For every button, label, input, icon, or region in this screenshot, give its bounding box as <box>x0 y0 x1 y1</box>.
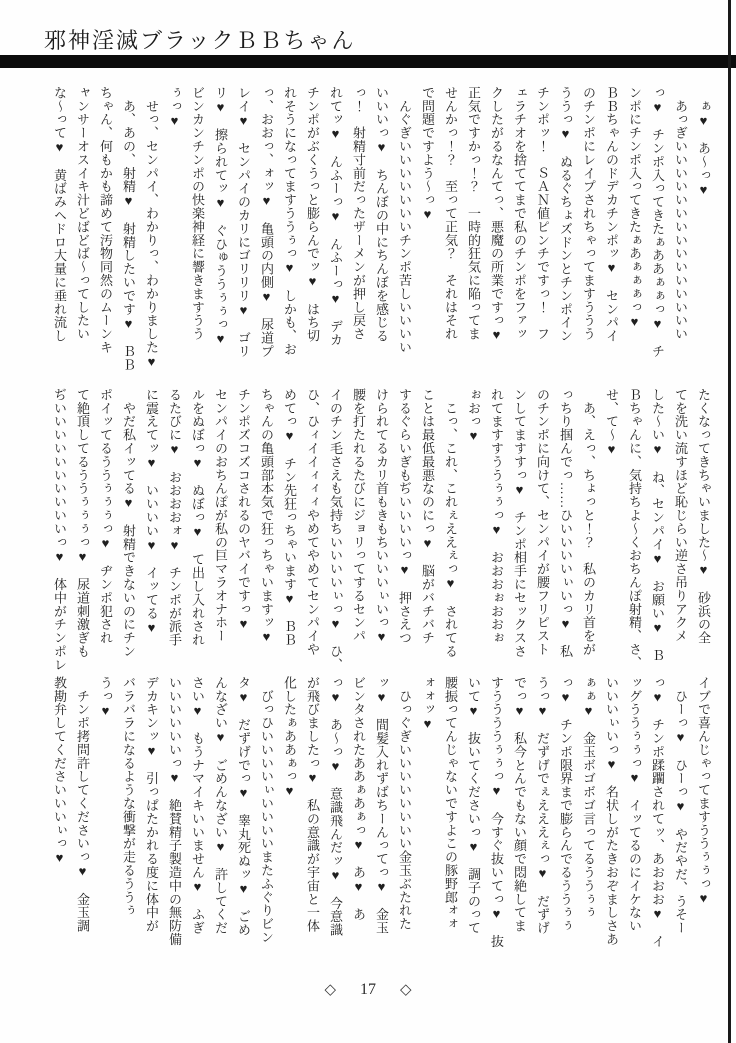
text-column: たくなってきちゃいました〜♥ 砂浜の全 <box>696 388 711 645</box>
text-column: うっ♥ <box>98 676 113 719</box>
text-column: な〜って♥ 黄ばみヘドロ大量に垂れ流し <box>52 86 67 343</box>
text-column: リ♥ 擦られてッ♥ ぐひゅううぅぅっ♥ <box>213 86 228 347</box>
text-column: いいいいいいっ♥ 絶賛精子製造中の無防備 <box>167 676 182 946</box>
text-column: 教勘弁してくださいいいぃっ♥ <box>52 676 67 866</box>
text-column: Ｂちゃんに、気持ちよ〜くおちんぽ射精、さ、 <box>627 388 642 670</box>
text-column: ッグううぅぅっ♥ イッてるのにイケない <box>627 676 642 933</box>
page-footer <box>0 980 736 999</box>
text-column: いいいっ♥ ちんぼの中にちんぼを感じる <box>374 86 389 343</box>
text-column: ちゃん、何もかも諦めて汚物同然のムーンキ <box>98 86 113 354</box>
text-column: に震えてッ♥ いいいい♥ イッてる♥ <box>144 388 159 636</box>
text-column: あ、あの、射精♥ 射精したいです♥ ＢＢ <box>121 86 136 372</box>
text-column: ぉおっ♥ <box>466 388 481 444</box>
text-column: ひ、ひィイイィィィやめてやめてセンパイや <box>305 388 320 656</box>
text-column: ッ♥ 間髪入れずばちーんってっ♥ 金玉 <box>374 676 389 935</box>
text-column: ひっぐぎいいいいいいいい金玉ぶたれた <box>397 676 412 931</box>
text-column: うっ♥ だずげでぇえええぇっ♥ だずげ <box>535 676 550 935</box>
text-column: ォォッ♥ <box>420 676 435 732</box>
text-column: こっ、これ、これぇええぇっ♥ されてる <box>443 388 458 658</box>
scan-edge-line <box>728 0 731 1043</box>
text-column: 正気ですかっ！？ 一時的狂気に陥ってま <box>466 86 481 341</box>
text-column: れてますすううぅぅっ♥ おおおぉおおぉ <box>489 388 504 645</box>
text-column: ぅっ♥ <box>167 86 182 129</box>
text-column: ビンタされたああぁあぁっ♥ あ♥ あ <box>351 676 366 922</box>
text-column: いいいぃいっ♥ 名状しがたきおぞましさあ <box>604 676 619 946</box>
text-column: るたびに♥ おおおおォ♥ チンポが派手 <box>167 388 182 647</box>
text-column: クしたがるなんてっ、悪魔の所業ですっ♥ <box>489 86 504 343</box>
text-column: ルをぬぼっ♥ ぬぼっ♥ て出し入れされ <box>190 388 205 647</box>
text-band-bottom <box>22 676 710 972</box>
text-column: ううっ♥ ぬるぐちょズドンとチンポイン <box>558 86 573 343</box>
text-column: 腰を打たれるたびにジョリってするセンパ <box>351 388 366 643</box>
page-title: 邪神淫滅ブラックＢＢちゃん <box>44 28 356 53</box>
text-column: デカキンッ♥ 引っぱたかれる度に体中が <box>144 676 159 933</box>
text-column: のチンポにレイプされちゃってますううう <box>581 86 596 341</box>
text-column: っ♥ チンポ限界まで膨らんでるううぅぅ <box>558 676 573 933</box>
text-column: すううううぅぅっ♥ 今すぐ抜いてっ♥ 抜 <box>489 676 504 948</box>
text-column: ビンカンチンポの快楽神経に響きますうう <box>190 86 205 341</box>
text-column: けられてるカリ首もきもちいいいぃいっ♥ <box>374 388 389 645</box>
text-column: センパイのおちんぽが私の巨マラオナホー <box>213 388 228 643</box>
text-column: ポイッてるううぅぅぅっ♥ ヂンポ犯され <box>98 388 113 645</box>
text-column: っ♥ チンポ入ってきたぁああぁぁっ♥ チ <box>650 86 665 358</box>
text-column: で問題ですよう〜っ♥ <box>420 86 435 222</box>
text-column: せんかっ！？ 至って正気？ それはそれ <box>443 86 458 341</box>
text-column: のチンポに向けて、センパイが腰フリピスト <box>535 388 550 656</box>
text-column: やだ私イッてる♥ 射精できないのにチン <box>121 388 136 658</box>
text-column: ことは最低最悪なのにっ♥ 脳がバチバチ <box>420 388 435 645</box>
text-column: んなざい♥ ごめんなざい♥ 許してくだ <box>213 676 228 935</box>
text-column: っ！ 射精寸前だったザーメンが押し戻さ <box>351 86 366 341</box>
text-column: めてっ♥ チン先狂っちゃいます♥ ＢＢ <box>282 388 297 647</box>
text-column: て絶頂してるううぅぅぅっ♥ 尿道刺激ぎも <box>75 388 90 658</box>
text-column: せ、て〜♥ <box>604 388 619 457</box>
text-column: っ♥ あ〜っ♥ 意識飛んだッ♥ 今意識 <box>328 676 343 937</box>
text-column: ンポにチンポ入ってきたぁあぁぁぁっ♥ <box>627 86 642 330</box>
text-column: バラバラになるような衝撃が走るううぅ <box>121 676 136 918</box>
text-column: あっぎいいいいいいいいいいいいいいい <box>673 86 688 341</box>
text-column: イブで喜んじゃってますううぅぅっ♥ <box>696 676 711 906</box>
text-column: タ♥ だずげでっ♥ 睾丸死ぬッ♥ ごめ <box>236 676 251 937</box>
text-column: っ♥ チンポ蹂躙されてッ、あおおお♥ イ <box>650 676 665 948</box>
text-column: っ、おおっ、ォッ♥ 亀頭の内側♥ 尿道プ <box>259 86 274 358</box>
text-column: が飛びましたっ♥ 私の意識が宇宙と一体 <box>305 676 320 933</box>
text-column: ちゃんの亀頭部本気で狂っちゃいますッ♥ <box>259 388 274 645</box>
text-column: びっひいいいいぃいいいいまたふぐりビン <box>259 676 274 944</box>
text-column: した〜い♥ ね、センパイ♥ お願い♥ Ｂ <box>650 388 665 662</box>
text-band-top <box>22 86 710 382</box>
text-column: れそうになってますううぅっ♥ しかも、お <box>282 86 297 356</box>
text-column: イのチン毛さえも気持ちいいいいぃっ♥ ひ、 <box>328 388 343 672</box>
text-column: あ、えっ、ちょっと！？ 私のカリ首をが <box>581 388 596 656</box>
text-column: いて♥ 抜いてくださいっ♥ 調子のって <box>466 676 481 935</box>
text-column: チンポ拷問許してくださいっ♥ 金玉調 <box>75 676 90 933</box>
text-column: レイ♥ センパイのカリにゴリリリ♥ ゴリ <box>236 86 251 358</box>
text-column: ぁぁ♥ 金玉ボゴボゴ言ってるううぅぅ <box>581 676 596 920</box>
text-column: ンしてますすっ♥ チンポ相手にセックスさ <box>512 388 527 658</box>
text-column: てを洗い流すほど恥じらい逆さ吊りアクメ <box>673 388 688 643</box>
text-column: 化したぁああぁっ♥ <box>282 676 297 799</box>
text-column: れてッ♥ んふーっ♥ んふーっ♥ デカ <box>328 86 343 347</box>
text-column: ャンサーオスイキ汁どばどば〜ってしたい <box>75 86 90 341</box>
text-column: ェラチオを捨ててまで私のチンポをファッ <box>512 86 527 341</box>
text-column: 腰振ってんじゃないですよこの豚野郎ォォ <box>443 676 458 931</box>
footer-right-diamond-icon: ◇ <box>400 982 412 998</box>
text-column: するぐらいぎもぢいいいいっ♥ 押さえつ <box>397 388 412 645</box>
text-column: んぐぎいいいいいいいチンポ苦しいいいい <box>397 86 412 354</box>
text-column: ぁ♥ あ〜っ♥ <box>696 86 711 198</box>
text-column: っちり掴んでっ……ひいいいいぃいっ♥ 私 <box>558 388 573 658</box>
text-column: さい♥ もうナマイキいいません♥ ふぎ <box>190 676 205 935</box>
text-column: ひーっ♥ ひーっ♥ やだやだ、うそー <box>673 676 688 935</box>
page-number: 17 <box>360 981 376 998</box>
text-column: せっ、センパイ、わかりっ、わかりました♥ <box>144 86 159 370</box>
text-column: チンポがぶくうっと膨らんでッ♥ はち切 <box>305 86 320 343</box>
text-column: ＢＢちゃんのドデカチンポッ♥ センパイ <box>604 86 619 343</box>
title-divider-rule <box>0 55 736 68</box>
footer-left-diamond-icon: ◇ <box>324 982 336 998</box>
text-column: チンポズコズコされるのヤバイですっ♥ <box>236 388 251 632</box>
text-band-middle <box>22 388 710 684</box>
text-column: ぢいいいいいいいいいいっ♥ 体中がチンポレ <box>52 388 67 672</box>
text-column: でっ♥ 私今とんでもない顔で悶絶してま <box>512 676 527 933</box>
text-column: チンポッ！ ＳＡＮ値ピンチですっ！ フ <box>535 86 550 341</box>
